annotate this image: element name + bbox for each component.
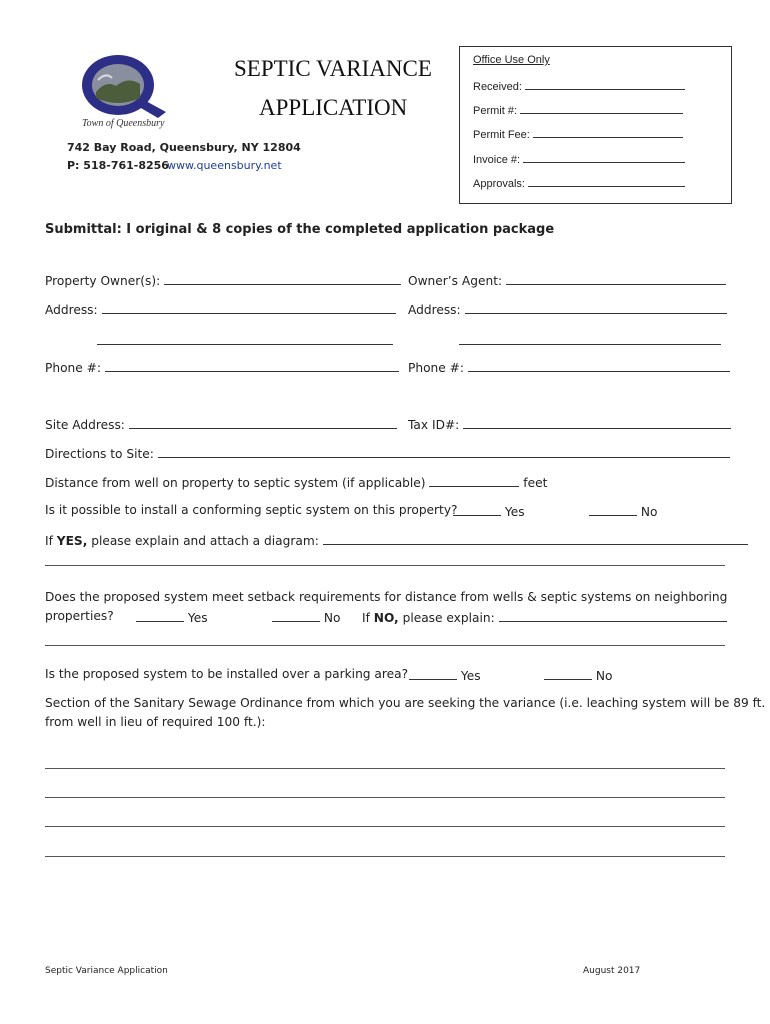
town-address: 742 Bay Road, Queensbury, NY 12804 xyxy=(67,141,301,154)
conforming-no-option[interactable] xyxy=(589,503,657,519)
directions-label: Directions to Site: xyxy=(45,447,154,461)
agent-address-label: Address: xyxy=(408,303,461,317)
parking-yes-line[interactable] xyxy=(409,667,457,680)
section-answer-line-2[interactable] xyxy=(45,797,725,798)
owner-address-field[interactable] xyxy=(45,301,396,317)
conforming-yes-label: Yes xyxy=(504,505,525,519)
logo-caption: Town of Queensbury xyxy=(82,118,165,129)
owners-agent-field[interactable] xyxy=(408,272,726,288)
tax-id-field[interactable] xyxy=(408,416,731,432)
if-no-line[interactable] xyxy=(499,609,727,622)
invoice-field[interactable] xyxy=(473,152,685,166)
agent-phone-line[interactable] xyxy=(468,359,730,372)
agent-address-line[interactable] xyxy=(465,301,727,314)
owners-agent-line[interactable] xyxy=(506,272,726,285)
tax-id-line[interactable] xyxy=(463,416,731,429)
parking-question: Is the proposed system to be installed over a parking area? xyxy=(45,667,409,681)
permit-field[interactable] xyxy=(473,103,683,117)
form-title-line1: SEPTIC VARIANCE xyxy=(234,56,432,81)
footer-date: August 2017 xyxy=(583,966,641,976)
conforming-yes-line[interactable] xyxy=(453,503,501,516)
agent-address-line-2[interactable] xyxy=(459,344,721,345)
permit-line[interactable] xyxy=(520,103,683,114)
owner-phone-label: Phone #: xyxy=(45,361,101,375)
section-answer-line-3[interactable] xyxy=(45,826,725,827)
setback-yes-line[interactable] xyxy=(136,609,184,622)
property-owner-line[interactable] xyxy=(164,272,401,285)
office-use-heading: Office Use Only xyxy=(473,54,550,66)
if-yes-prefix: If xyxy=(45,534,57,548)
if-no-prefix: If xyxy=(362,611,374,625)
setback-question-line1: Does the proposed system meet setback requirements for distance from wells & septic systems on neighboring xyxy=(45,590,728,604)
conforming-yes-option[interactable] xyxy=(453,503,525,519)
parking-no-option[interactable] xyxy=(544,667,612,683)
section-question-line1: Section of the Sanitary Sewage Ordinance from which you are seeking the variance (i.e. leaching system will be 89 ft. xyxy=(45,696,766,710)
if-yes-line[interactable] xyxy=(323,532,748,545)
site-address-field[interactable] xyxy=(45,416,397,432)
section-answer-line-1[interactable] xyxy=(45,768,725,769)
directions-line[interactable] xyxy=(158,445,730,458)
conforming-question: Is it possible to install a conforming septic system on this property? xyxy=(45,503,458,517)
parking-yes-label: Yes xyxy=(460,669,481,683)
owner-phone-field[interactable] xyxy=(45,359,399,375)
setback-no-line[interactable] xyxy=(272,609,320,622)
setback-yes-option[interactable] xyxy=(136,609,208,625)
agent-phone-field[interactable] xyxy=(408,359,730,375)
received-field[interactable] xyxy=(473,79,685,93)
permit-fee-field[interactable] xyxy=(473,127,683,141)
approvals-line[interactable] xyxy=(528,176,685,187)
owner-phone-line[interactable] xyxy=(105,359,399,372)
permit-label: Permit #: xyxy=(473,105,518,117)
parking-yes-option[interactable] xyxy=(409,667,481,683)
if-yes-bold: YES, xyxy=(56,534,88,548)
setback-no-option[interactable] xyxy=(272,609,340,625)
parking-no-line[interactable] xyxy=(544,667,592,680)
distance-question: Distance from well on property to septic system (if applicable) xyxy=(45,476,426,490)
setback-yes-label: Yes xyxy=(187,611,208,625)
if-no-text: please explain: xyxy=(398,611,495,625)
received-line[interactable] xyxy=(525,79,685,90)
invoice-line[interactable] xyxy=(523,152,685,163)
invoice-label: Invoice #: xyxy=(473,154,521,166)
town-seal-q-icon xyxy=(76,52,172,124)
distance-field[interactable] xyxy=(45,474,547,490)
site-address-line[interactable] xyxy=(129,416,397,429)
approvals-label: Approvals: xyxy=(473,178,525,190)
submittal-note: Submittal: I original & 8 copies of the completed application package xyxy=(45,222,555,237)
form-title-line2: APPLICATION xyxy=(259,95,408,120)
section-question-line2: from well in lieu of required 100 ft.): xyxy=(45,715,266,729)
if-yes-extra-line[interactable] xyxy=(45,565,725,566)
owner-address-line-2[interactable] xyxy=(97,344,393,345)
site-address-label: Site Address: xyxy=(45,418,125,432)
tax-id-label: Tax ID#: xyxy=(408,418,460,432)
town-phone: P: 518-761-8256 xyxy=(67,159,169,172)
if-no-field[interactable] xyxy=(362,609,727,625)
agent-address-field[interactable] xyxy=(408,301,727,317)
if-no-bold: NO, xyxy=(373,611,399,625)
conforming-no-line[interactable] xyxy=(589,503,637,516)
owner-address-line[interactable] xyxy=(102,301,396,314)
distance-line[interactable] xyxy=(429,474,519,487)
town-logo xyxy=(76,52,172,132)
permit-fee-line[interactable] xyxy=(533,127,683,138)
owners-agent-label: Owner’s Agent: xyxy=(408,274,503,288)
property-owner-field[interactable] xyxy=(45,272,401,288)
owner-address-label: Address: xyxy=(45,303,98,317)
setback-no-label: No xyxy=(323,611,341,625)
distance-unit: feet xyxy=(523,476,548,490)
town-website[interactable]: www.queensbury.net xyxy=(167,159,282,172)
section-answer-line-4[interactable] xyxy=(45,856,725,857)
if-yes-field[interactable] xyxy=(45,532,748,548)
if-yes-text: please explain and attach a diagram: xyxy=(87,534,319,548)
permit-fee-label: Permit Fee: xyxy=(473,129,530,141)
footer-title: Septic Variance Application xyxy=(45,966,168,976)
agent-phone-label: Phone #: xyxy=(408,361,464,375)
directions-field[interactable] xyxy=(45,445,730,461)
parking-no-label: No xyxy=(595,669,613,683)
office-use-box xyxy=(459,46,732,204)
property-owner-label: Property Owner(s): xyxy=(45,274,161,288)
if-no-extra-line[interactable] xyxy=(45,645,725,646)
received-label: Received: xyxy=(473,81,522,93)
approvals-field[interactable] xyxy=(473,176,685,190)
conforming-no-label: No xyxy=(640,505,658,519)
setback-question-line2: properties? xyxy=(45,609,114,623)
